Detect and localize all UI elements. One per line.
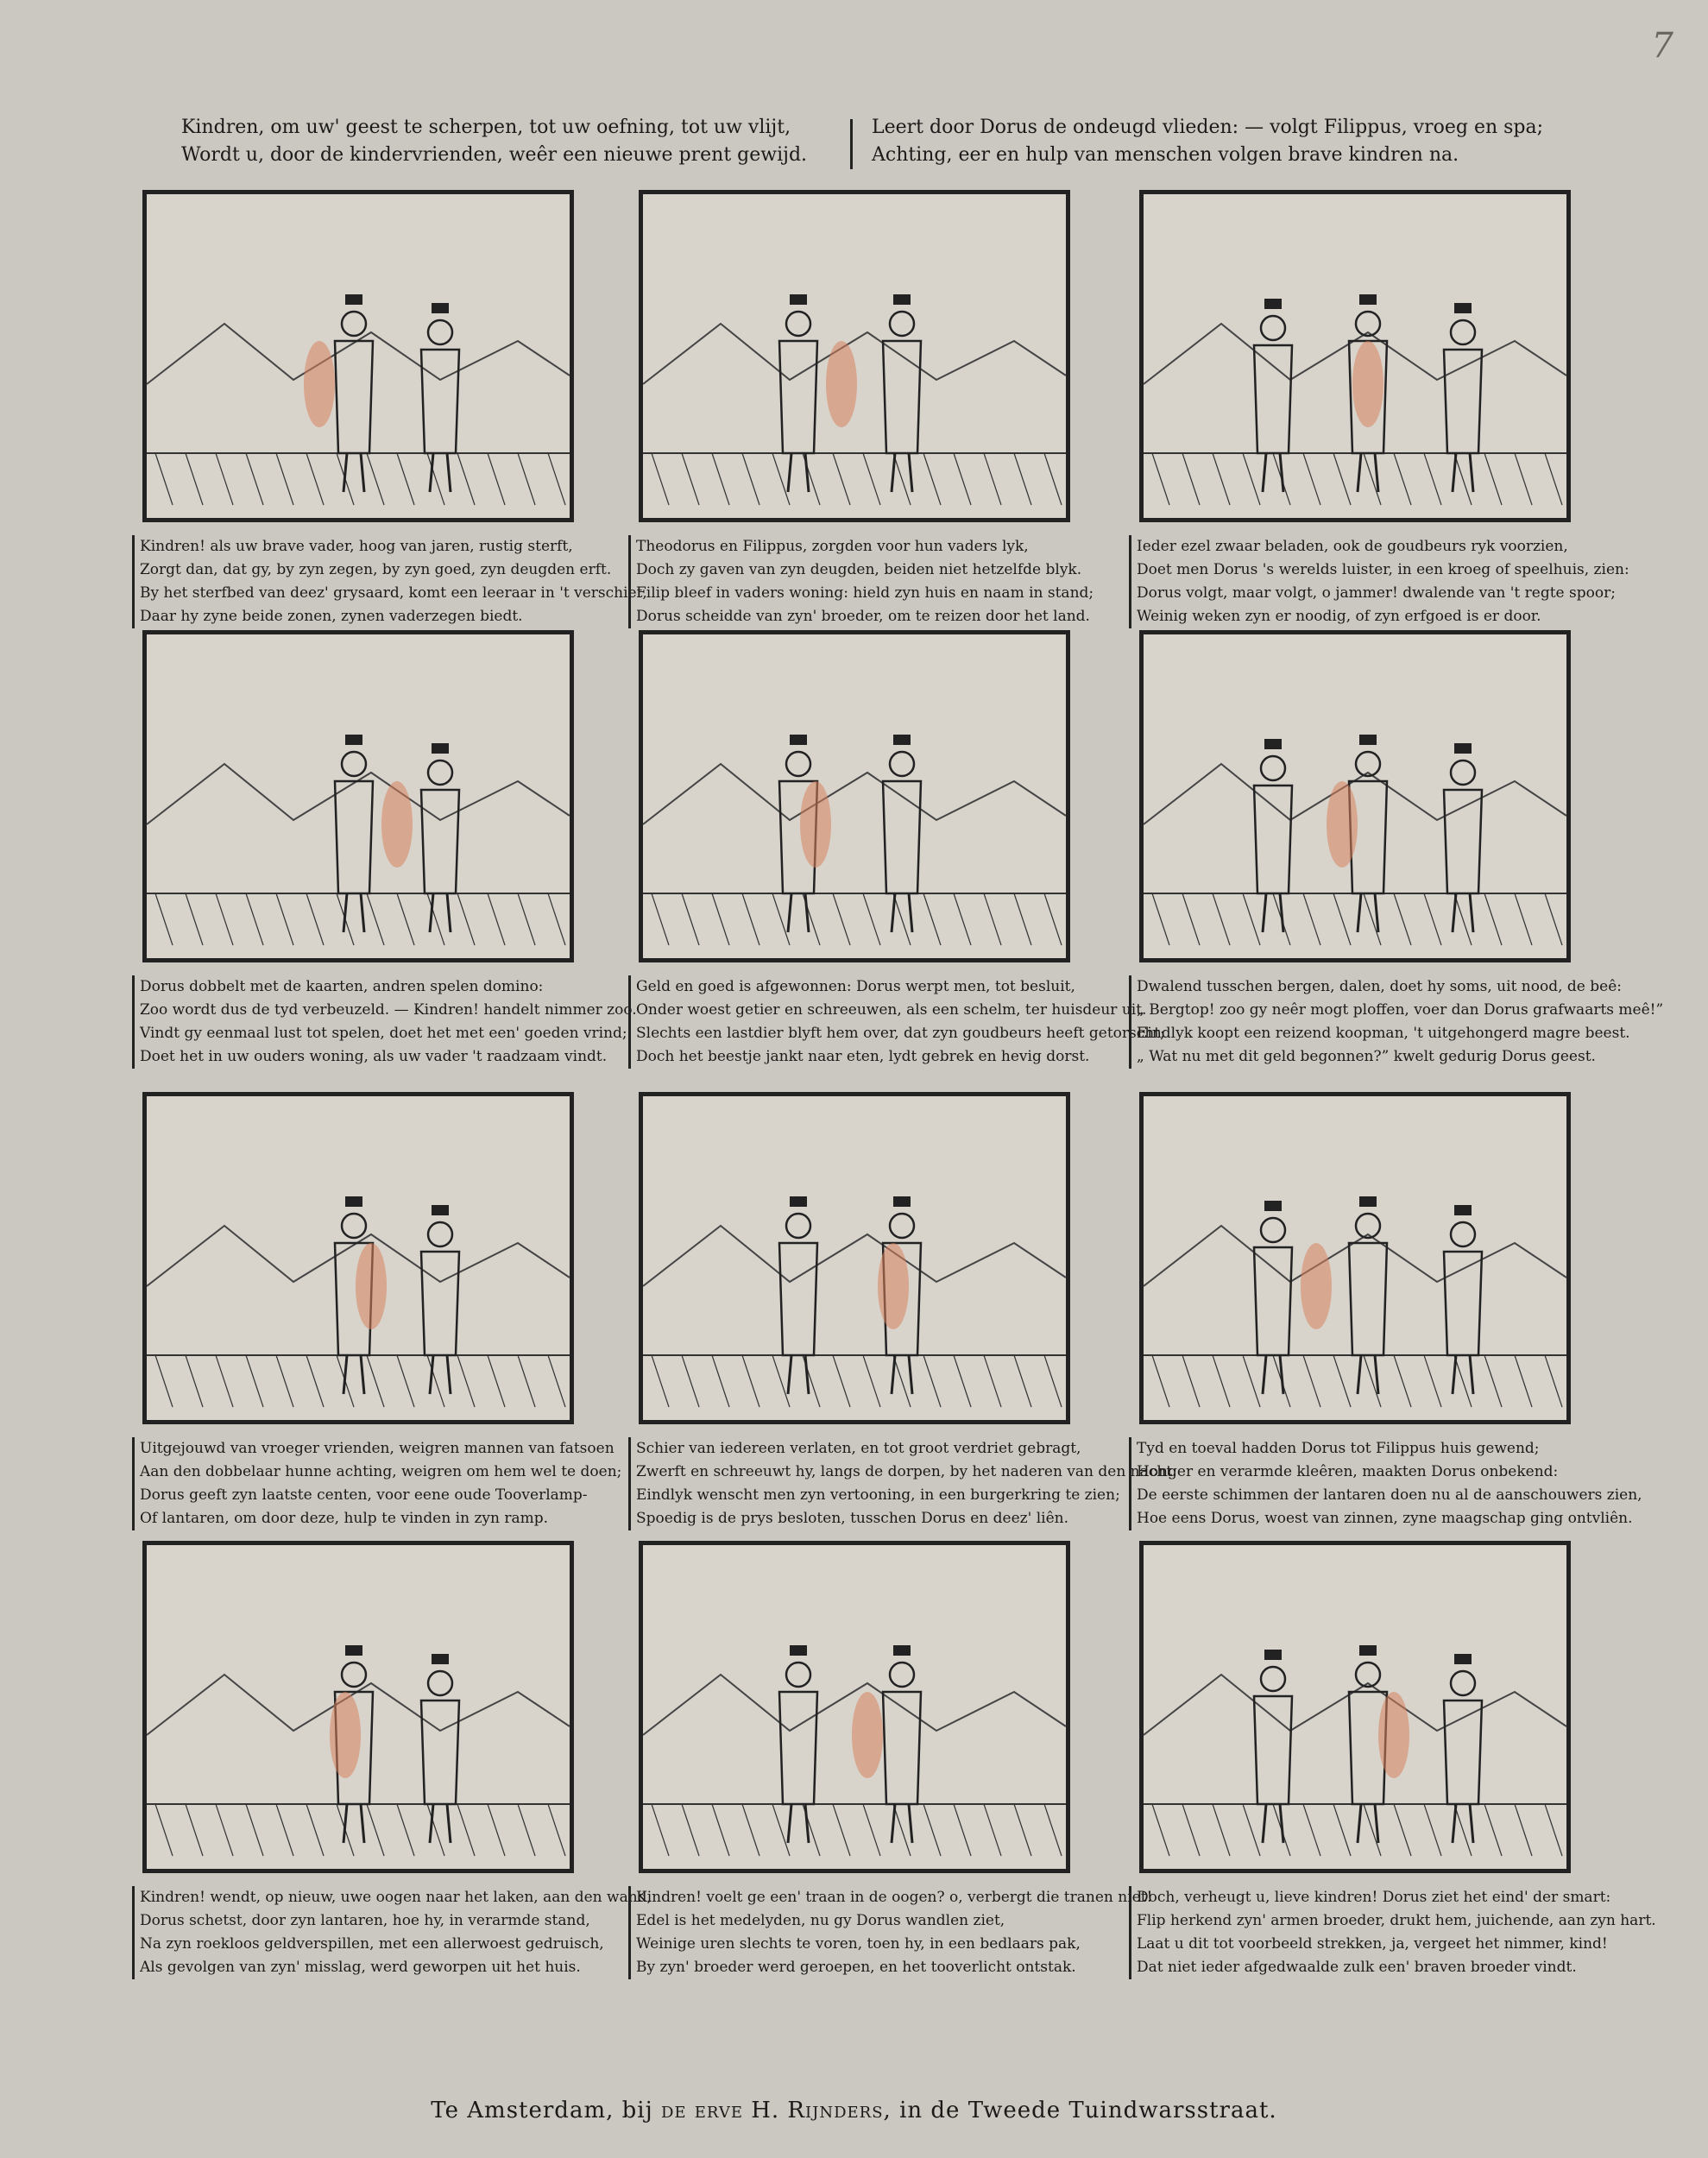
header-left-line: Kindren, om uw' geest te scherpen, tot uw oefning, tot uw vlijt, (181, 117, 791, 138)
panel-caption (1129, 535, 1638, 628)
woodcut-illustration (639, 1092, 1070, 1424)
panel-10 (140, 1541, 652, 1981)
caption-line: Kindren! als uw brave vader, hoog van jaren, rustig sterft, (132, 535, 641, 558)
caption-line: Dorus dobbelt met de kaarten, andren spelen domino: (132, 975, 641, 999)
caption-line: Slechts een lastdier blyft hem over, dat zyn goudbeurs heeft getorscht; (628, 1022, 1138, 1045)
caption-line: Dorus geeft zyn laatste centen, voor eene oude Tooverlamp- (132, 1484, 641, 1507)
caption-line: Edel is het medelyden, nu gy Dorus wandlen ziet, (628, 1909, 1138, 1933)
caption-line: Laat u dit tot voorbeeld strekken, ja, vergeet het nimmer, kind! (1129, 1933, 1638, 1956)
woodcut-illustration (142, 1541, 574, 1873)
caption-line: Hoe eens Dorus, woest van zinnen, zyne maagschap ging ontvliên. (1129, 1507, 1638, 1530)
caption-line: Doet het in uw ouders woning, als uw vader 't raadzaam vindt. (132, 1045, 641, 1069)
caption-line: Dwalend tusschen bergen, dalen, doet hy soms, uit nood, de beê: (1129, 975, 1638, 999)
caption-line: Theodorus en Filippus, zorgden voor hun vaders lyk, (628, 535, 1138, 558)
header-left-line: Wordt u, door de kindervrienden, weêr een nieuwe prent gewijd. (181, 144, 808, 166)
panel-6 (1137, 630, 1664, 1070)
woodcut-illustration (142, 1092, 574, 1424)
panel-3 (1137, 190, 1629, 630)
footer-publisher: de erve H. Rijnders, (660, 2098, 892, 2123)
caption-line: Doch, verheugt u, lieve kindren! Dorus ziet het eind' der smart: (1129, 1886, 1638, 1909)
panel-caption (628, 1437, 1177, 1530)
caption-line: Doch zy gaven van zyn deugden, beiden niet hetzelfde blyk. (628, 558, 1138, 582)
caption-line: Eindlyk wenscht men zyn vertooning, in een burgerkring te zien; (628, 1484, 1138, 1507)
caption-line: Weinige uren slechts te voren, toen hy, in een bedlaars pak, (628, 1933, 1138, 1956)
panel-caption (132, 975, 641, 1069)
woodcut-illustration (1139, 190, 1571, 522)
panel-11 (636, 1541, 1153, 1981)
publisher-line (0, 2098, 1708, 2123)
panel-caption (132, 535, 647, 628)
caption-line: Of lantaren, om door deze, hulp te vinden in zyn ramp. (132, 1507, 641, 1530)
caption-line: „ Bergtop! zoo gy neêr mogt ploffen, voer dan Dorus grafwaarts meê!” (1129, 999, 1638, 1022)
panel-caption (132, 1886, 652, 1979)
caption-line: Eindlyk koopt een reizend koopman, 't uitgehongerd magre beest. (1129, 1022, 1638, 1045)
woodcut-illustration (142, 190, 574, 522)
caption-line: Honger en verarmde kleêren, maakten Dorus onbekend: (1129, 1461, 1638, 1484)
panel-caption (1129, 1437, 1642, 1530)
caption-line: Vindt gy eenmaal lust tot spelen, doet het met een' goeden vrind; (132, 1022, 641, 1045)
caption-line: De eerste schimmen der lantaren doen nu al de aanschouwers zien, (1129, 1484, 1638, 1507)
footer-prefix: Te Amsterdam, bij (431, 2098, 653, 2123)
caption-line: Onder woest getier en schreeuwen, als een schelm, ter huisdeur uit. (628, 999, 1138, 1022)
woodcut-illustration (1139, 1092, 1571, 1424)
caption-line: Geld en goed is afgewonnen: Dorus werpt men, tot besluit, (628, 975, 1138, 999)
caption-line: Uitgejouwd van vroeger vrienden, weigren mannen van fatsoen (132, 1437, 641, 1461)
panel-8 (636, 1092, 1177, 1532)
panel-caption (628, 535, 1138, 628)
caption-line: By zyn' broeder werd geroepen, en het tooverlicht ontstak. (628, 1956, 1138, 1979)
caption-line: By het sterfbed van deez' grysaard, komt een leeraar in 't verschiet, (132, 582, 641, 605)
caption-line: Weinig weken zyn er noodig, of zyn erfgoed is er door. (1129, 605, 1638, 628)
panel-2 (636, 190, 1122, 630)
caption-line: Filip bleef in vaders woning: hield zyn huis en naam in stand; (628, 582, 1138, 605)
panel-9 (1137, 1092, 1642, 1532)
caption-line: Aan den dobbelaar hunne achting, weigren om hem wel te doen; (132, 1461, 641, 1484)
header-right-line: Leert door Dorus de ondeugd vlieden: — volgt Filippus, vroeg en spa; (872, 117, 1544, 138)
caption-line: Spoedig is de prys besloten, tusschen Dorus en deez' liên. (628, 1507, 1138, 1530)
woodcut-illustration (639, 1541, 1070, 1873)
caption-line: Kindren! voelt ge een' traan in de oogen? o, verbergt die tranen niet! (628, 1886, 1138, 1909)
panel-4 (140, 630, 637, 1070)
caption-line: Schier van iedereen verlaten, en tot groot verdriet gebragt, (628, 1437, 1138, 1461)
caption-line: Na zyn roekloos geldverspillen, met een allerwoest gedruisch, (132, 1933, 641, 1956)
caption-line: Als gevolgen van zyn' misslag, werd geworpen uit het huis. (132, 1956, 641, 1979)
woodcut-illustration (1139, 630, 1571, 962)
panel-12 (1137, 1541, 1656, 1981)
panel-1 (140, 190, 647, 630)
caption-line: Kindren! wendt, op nieuw, uwe oogen naar het laken, aan den wand, (132, 1886, 641, 1909)
panel-5 (636, 630, 1165, 1070)
caption-line: Doch het beestje jankt naar eten, lydt gebrek en hevig dorst. (628, 1045, 1138, 1069)
footer-suffix: in de Tweede Tuindwarsstraat. (899, 2098, 1277, 2123)
panel-caption (628, 1886, 1153, 1979)
corner-number: 7 (1651, 26, 1673, 66)
caption-line: Dat niet ieder afgedwaalde zulk een' braven broeder vindt. (1129, 1956, 1638, 1979)
caption-line: „ Wat nu met dit geld begonnen?” kwelt gedurig Dorus geest. (1129, 1045, 1638, 1069)
panel-caption (1129, 1886, 1656, 1979)
woodcut-illustration (1139, 1541, 1571, 1873)
header-right-line: Achting, eer en hulp van menschen volgen brave kindren na. (872, 144, 1459, 166)
caption-line: Daar hy zyne beide zonen, zynen vaderzegen biedt. (132, 605, 641, 628)
caption-line: Zorgt dan, dat gy, by zyn zegen, by zyn goed, zyn deugden erft. (132, 558, 641, 582)
panel-7 (142, 1092, 626, 1532)
caption-line: Dorus volgt, maar volgt, o jammer! dwalende van 't regte spoor; (1129, 582, 1638, 605)
caption-line: Tyd en toeval hadden Dorus tot Filippus huis gewend; (1129, 1437, 1638, 1461)
caption-line: Zoo wordt dus de tyd verbeuzeld. — Kindren! handelt nimmer zoo. (132, 999, 641, 1022)
woodcut-illustration (142, 630, 574, 962)
caption-line: Flip herkend zyn' armen broeder, drukt hem, juichende, aan zyn hart. (1129, 1909, 1638, 1933)
caption-line: Ieder ezel zwaar beladen, ook de goudbeurs ryk voorzien, (1129, 535, 1638, 558)
caption-line: Dorus schetst, door zyn lantaren, hoe hy, in verarmde stand, (132, 1909, 641, 1933)
caption-line: Doet men Dorus 's werelds luister, in een kroeg of speelhuis, zien: (1129, 558, 1638, 582)
panel-caption (628, 975, 1165, 1069)
panel-caption (1129, 975, 1664, 1069)
woodcut-illustration (639, 190, 1070, 522)
woodcut-illustration (639, 630, 1070, 962)
panel-caption (132, 1437, 641, 1530)
caption-line: Dorus scheidde van zyn' broeder, om te reizen door het land. (628, 605, 1138, 628)
caption-line: Zwerft en schreeuwt hy, langs de dorpen, by het naderen van den nacht: (628, 1461, 1138, 1484)
